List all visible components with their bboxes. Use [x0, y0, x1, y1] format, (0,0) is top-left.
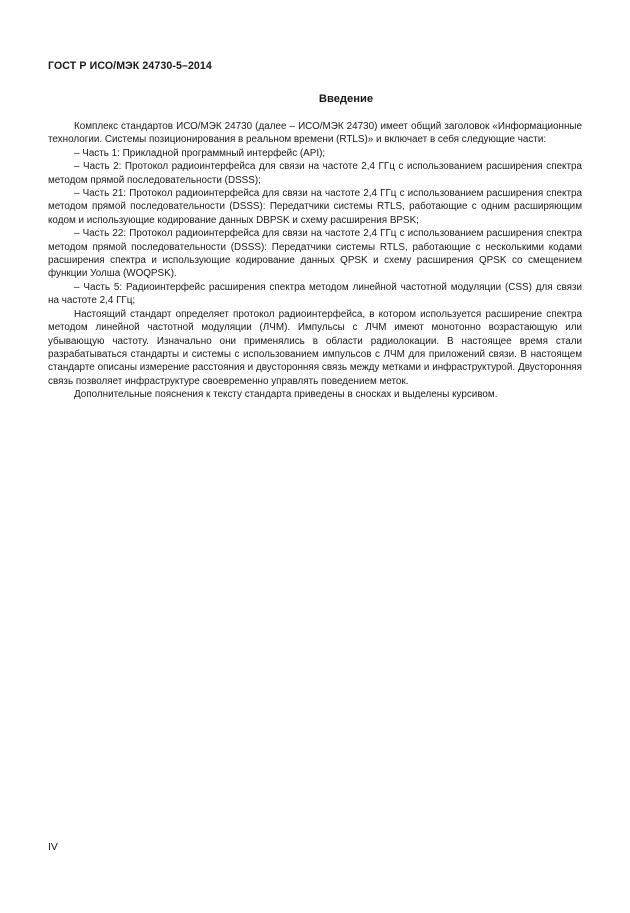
list-item-part-5: – Часть 5: Радиоинтерфейс расширения спектра методом линейной частотной модуляции (CSS) для связи на частоте 2,4 ГГц;	[48, 281, 582, 307]
paragraph-notes: Дополнительные пояснения к тексту стандарта приведены в сносках и выделены курсивом.	[74, 389, 498, 401]
paragraph-scope: Настоящий стандарт определяет протокол радиоинтерфейса, в котором используется расширение спектра методом линейной частотной модуляции (ЛЧМ). Импульсы с ЛЧМ имеют монотонно возрастающую или убывающую частоту. Изначально они применялись в области радиолокации. В настоящее время стали разрабатываться стандарты и системы с использованием импульсов с ЛЧМ для приложений связи. В настоящем стандарте описаны измерение расстояния и двусторонняя связь между метками и инфраструктурой. Двусторонняя связь позволяет инфраструктуре своевременно управлять поведением меток.	[48, 308, 582, 387]
list-item-part-2: – Часть 2: Протокол радиоинтерфейса для связи на частоте 2,4 ГГц с использованием расширения спектра методом прямой последовательности (DSSS);	[48, 161, 582, 186]
standard-code-header: ГОСТ Р ИСО/МЭК 24730-5–2014	[48, 60, 212, 72]
list-item-part-1: – Часть 1: Прикладной программный интерфейс (API);	[74, 147, 326, 159]
page-number: IV	[48, 842, 58, 853]
section-title: Введение	[318, 93, 374, 105]
body-text	[48, 120, 582, 402]
list-item-part-21: – Часть 21: Протокол радиоинтерфейса для связи на частоте 2,4 ГГц с использованием расширения спектра методом прямой последовательности (DSSS): Передатчики системы RTLS, работающие с одним расширяющим кодом и использующие кодирование данных DBPSK и схему расширения BPSK;	[48, 188, 582, 226]
list-item-part-22: – Часть 22: Протокол радиоинтерфейса для связи на частоте 2,4 ГГц с использованием расширения спектра методом прямой последовательности (DSSS): Передатчики системы RTLS, работающие с несколькими кодами расширения спектра и использующие кодирование данных QPSK и схему расширения QPSK со смещением функции Уолша (WOQPSK).	[48, 228, 582, 280]
paragraph-intro: Комплекс стандартов ИСО/МЭК 24730 (далее – ИСО/МЭК 24730) имеет общий заголовок «Информационные технологии. Системы позиционирования в реальном времени (RTLS)» и включает в себя следующие части:	[48, 121, 582, 146]
